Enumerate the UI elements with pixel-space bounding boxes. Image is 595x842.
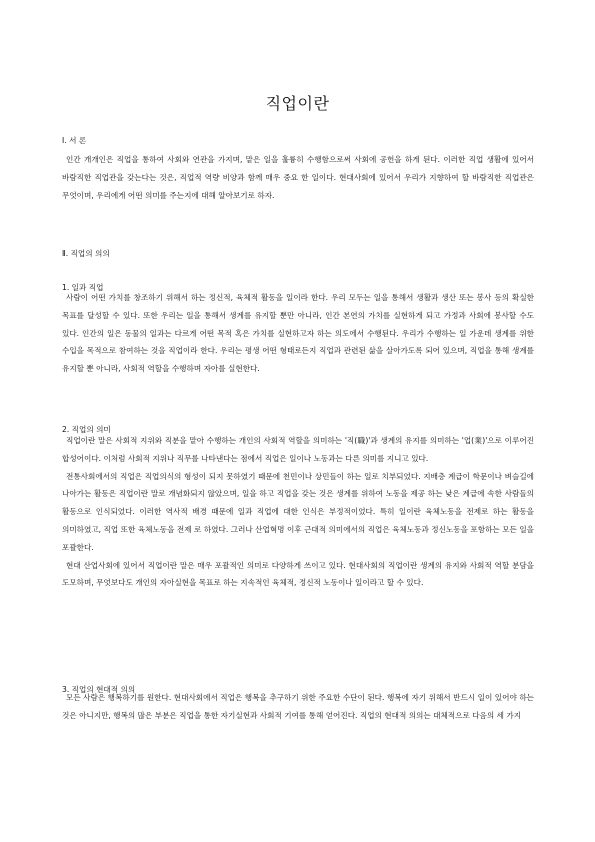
- meaning-of-job-paragraph-1: 직업이란 말은 사회적 지위와 직분을 맡아 수행하는 개인의 사회적 역할을 의미하는 '직(職)'과 생계의 유지를 의미하는 '업(業)'으로 이루어진 합성어이다. 이처럼 사회적 지위나 직무를 나타낸다는 점에서 직업은 일이나 노동과는 다른 의미를 지니고 있다.: [62, 436, 534, 463]
- section-heading-meaning: Ⅱ. 직업의 의의: [62, 249, 110, 258]
- subsection-heading-modern-meaning: 3. 직업의 현대적 의의: [62, 685, 136, 694]
- work-and-job-paragraph: [62, 289, 534, 378]
- meaning-of-job-paragraph-3: 현대 산업사회에 있어서 직업이란 말은 매우 포괄적인 의미로 다양하게 쓰이고 있다. 현대사회의 직업이란 생계의 유지와 사회적 역할 분담을 도모하며, 무엇보다도 개인의 자아실현을 목표로 하는 지속적인 육체적, 정신적 노동이나 일이라고 할 수 있다.: [62, 560, 534, 588]
- intro-paragraph-text: 인간 개개인은 직업을 통하여 사회와 연관을 가지며, 맡은 일을 훌륭히 수행함으로써 사회에 공헌을 하게 된다. 이러한 직업 생활에 있어서 바람직한 직업관을 갖는다는 것은, 직업적 역량 비양과 함께 매우 중요 한 일이다. 현대사회에 있어서 우리가 지향하여 할 바람직한 직업관은 무엇이며, 우리에게 어떤 의미를 주는지에 대해 알아보기로 하자.: [62, 155, 534, 200]
- subsection-heading-meaning-of-job: 2. 직업의 의미: [62, 425, 111, 434]
- meaning-of-job-paragraphs: [62, 432, 534, 592]
- meaning-of-job-paragraph-2: 전통사회에서의 직업은 직업의식의 형성이 되지 못하였기 때문에 천민이나 상민들이 하는 일로 치부되었다. 지배층 계급이 학문이나 벼슬길에 나아가는 활동은 직업이란 말로 개념화되지 않았으며, 일을 하고 직업을 갖는 것은 생계를 위하여 노동을 제공 하는 낮은 계급에 속한 사람들의 활동으로 인식되었다. 이러한 역사적 배경 때문에 일과 직업에 대한 인식은 부정적이었다. 특히 일이란 육체노동을 전제로 하는 활동을 의미하였고, 직업 또한 육체노동을 전제 로 하였다. 그러나 산업혁명 이후 근대적 의미에서의 직업은 육체노동과 정신노동을 포함하는 모든 일을 포괄한다.: [62, 471, 534, 552]
- document-title: 직업이란: [265, 94, 330, 113]
- modern-meaning-paragraph-text: 모든 사람은 행복하기를 원한다. 현대사회에서 직업은 행복을 추구하기 위한 주요한 수단이 된다. 행복에 자기 위해서 반드시 일이 있어야 하는 것은 아니지만, 행복의 많은 부분은 직업을 통한 자기실현과 사회적 기여를 통해 얻어진다. 직업의 현대적 의의는 대체적으로 다음의 세 가지: [62, 693, 534, 720]
- section-heading-intro: Ⅰ. 서 론: [62, 136, 87, 145]
- work-and-job-paragraph-text: 사람이 어떤 가치를 창조하기 위해서 하는 정신적, 육체적 활동을 일이라 한다. 우리 모두는 일을 통해서 생활과 생산 또는 봉사 등의 확실한 목표를 달성할 수 있다. 또한 우리는 일을 통해서 생계를 유지할 뿐만 아니라, 인간 본연의 가치를 실현하게 되고 가정과 사회에 봉사할 수도 있다. 인간의 일은 동물의 일과는 다르게 어떤 목적 혹은 가치를 실현하고자 하는 의도에서 수행된다. 우리가 수행하는 일 가운데 생계를 위한 수입을 목적으로 참여하는 것을 직업이라 한다. 우리는 평생 어떤 형태로든지 직업과 관련된 삶을 살아가도록 되어 있으며, 직업을 통해 생계를 유지할 뿐 아니라, 사회적 역할을 수행하며 자아를 실현한다.: [62, 293, 534, 374]
- intro-paragraph: [62, 151, 534, 204]
- modern-meaning-paragraph: [62, 689, 534, 725]
- subsection-heading-work-and-job: 1. 일과 직업: [62, 283, 104, 292]
